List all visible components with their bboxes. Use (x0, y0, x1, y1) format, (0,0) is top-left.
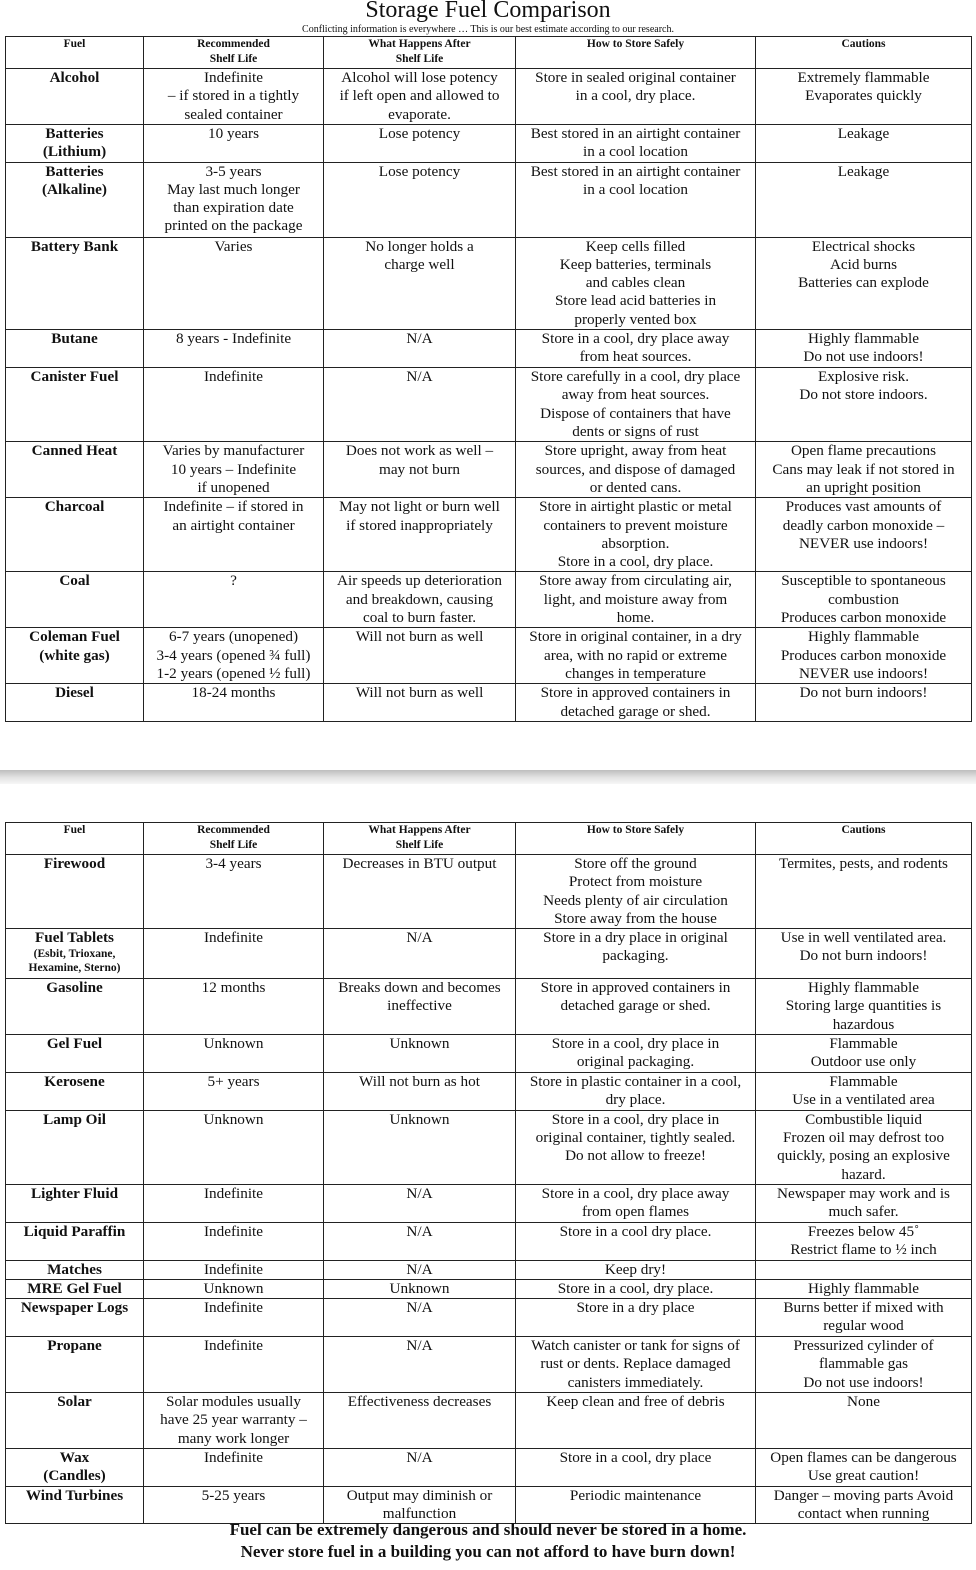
after-shelf-life-cell: Will not burn as hot (324, 1072, 516, 1110)
after-shelf-life-cell: Will not burn as well (324, 628, 516, 684)
cautions-cell: Danger – moving parts Avoid contact when running (756, 1486, 972, 1524)
storage-instructions-cell: Store in a dry place in original packaging. (516, 929, 756, 979)
storage-instructions-cell: Best stored in an airtight container in a cool location (516, 125, 756, 163)
after-shelf-life-cell: N/A (324, 1184, 516, 1222)
cautions-cell: Flammable Outdoor use only (756, 1035, 972, 1073)
after-shelf-life-cell: Alcohol will lose potency if left open and allowed to evaporate. (324, 69, 516, 125)
after-shelf-life-cell: N/A (324, 330, 516, 368)
cautions-cell: Leakage (756, 162, 972, 237)
storage-instructions-cell: Store in a cool, dry place away from open flames (516, 1184, 756, 1222)
table-row (6, 162, 972, 237)
table-row (6, 1110, 972, 1184)
storage-instructions-cell: Store in sealed original container in a cool, dry place. (516, 69, 756, 125)
fuel-name-cell: Matches (6, 1260, 144, 1279)
page-divider (0, 770, 976, 784)
cautions-cell: Highly flammable Do not use indoors! (756, 330, 972, 368)
after-shelf-life-cell: N/A (324, 929, 516, 979)
cautions-cell: Open flames can be dangerous Use great caution! (756, 1449, 972, 1487)
cautions-cell: Highly flammable Produces carbon monoxide NEVER use indoors! (756, 628, 972, 684)
shelf-life-cell: 12 months (144, 979, 324, 1035)
cautions-cell: Pressurized cylinder of flammable gas Do not use indoors! (756, 1337, 972, 1393)
table-header-row (6, 823, 972, 855)
column-header-shelf-life: Recommended Shelf Life (144, 823, 324, 855)
after-shelf-life-cell: Lose potency (324, 162, 516, 237)
shelf-life-cell: Indefinite (144, 368, 324, 442)
cautions-cell: Burns better if mixed with regular wood (756, 1299, 972, 1337)
table-row (6, 1299, 972, 1337)
cautions-cell: Produces vast amounts of deadly carbon monoxide – NEVER use indoors! (756, 498, 972, 572)
page-subtitle: Conflicting information is everywhere … This is our best estimate according to our research. (302, 24, 674, 35)
shelf-life-cell: Indefinite (144, 1337, 324, 1393)
fuel-name-cell: Batteries (Lithium) (6, 125, 144, 163)
cautions-cell: Electrical shocks Acid burns Batteries can explode (756, 237, 972, 329)
fuel-name-cell: Newspaper Logs (6, 1299, 144, 1337)
fuel-table-page-1 (5, 36, 972, 722)
after-shelf-life-cell: Effectiveness decreases (324, 1393, 516, 1449)
storage-instructions-cell: Keep clean and free of debris (516, 1393, 756, 1449)
shelf-life-cell: 5-25 years (144, 1486, 324, 1524)
storage-instructions-cell: Keep dry! (516, 1260, 756, 1279)
after-shelf-life-cell: Output may diminish or malfunction (324, 1486, 516, 1524)
fuel-name-cell: Alcohol (6, 69, 144, 125)
cautions-cell: Newspaper may work and is much safer. (756, 1184, 972, 1222)
storage-instructions-cell: Best stored in an airtight container in a cool location (516, 162, 756, 237)
table-body (6, 855, 972, 1524)
table-row (6, 1279, 972, 1298)
fuel-name-cell: Battery Bank (6, 237, 144, 329)
shelf-life-cell: Varies by manufacturer 10 years – Indefinite if unopened (144, 442, 324, 498)
cautions-cell: Highly flammable (756, 1279, 972, 1298)
storage-instructions-cell: Store in a cool, dry place in original packaging. (516, 1035, 756, 1073)
storage-instructions-cell: Store in airtight plastic or metal containers to prevent moisture absorption. Store in a cool, dry place. (516, 498, 756, 572)
after-shelf-life-cell: Breaks down and becomes ineffective (324, 979, 516, 1035)
after-shelf-life-cell: N/A (324, 368, 516, 442)
column-header-cautions: Cautions (756, 823, 972, 855)
fuel-name-cell: Gel Fuel (6, 1035, 144, 1073)
shelf-life-cell: Indefinite (144, 1260, 324, 1279)
shelf-life-cell: Solar modules usually have 25 year warranty – many work longer (144, 1393, 324, 1449)
cautions-cell: Flammable Use in a ventilated area (756, 1072, 972, 1110)
storage-instructions-cell: Store off the ground Protect from moisture Needs plenty of air circulation Store away from the house (516, 855, 756, 929)
fuel-name: Fuel Tablets (35, 929, 114, 947)
after-shelf-life-cell: Air speeds up deterioration and breakdown, causing coal to burn faster. (324, 572, 516, 628)
fuel-table-page-2 (5, 822, 972, 1524)
fuel-name-cell: Solar (6, 1393, 144, 1449)
table-row (6, 979, 972, 1035)
column-header-fuel: Fuel (6, 37, 144, 69)
table-row (6, 442, 972, 498)
cautions-cell: Open flame precautions Cans may leak if not stored in an upright position (756, 442, 972, 498)
after-shelf-life-cell: N/A (324, 1299, 516, 1337)
cautions-cell: Highly flammable Storing large quantities is hazardous (756, 979, 972, 1035)
table-row (6, 1184, 972, 1222)
storage-instructions-cell: Store in a cool, dry place in original container, tightly sealed. Do not allow to freeze! (516, 1110, 756, 1184)
after-shelf-life-cell: N/A (324, 1337, 516, 1393)
fuel-name-cell: Wind Turbines (6, 1486, 144, 1524)
after-shelf-life-cell: Decreases in BTU output (324, 855, 516, 929)
fuel-name-cell: MRE Gel Fuel (6, 1279, 144, 1298)
table-row (6, 330, 972, 368)
fuel-name-cell: Coleman Fuel (white gas) (6, 628, 144, 684)
column-header-how-to-store: How to Store Safely (516, 823, 756, 855)
storage-instructions-cell: Store in a cool dry place. (516, 1222, 756, 1260)
cautions-cell: Termites, pests, and rodents (756, 855, 972, 929)
cautions-cell: Leakage (756, 125, 972, 163)
cautions-cell (756, 1260, 972, 1279)
fuel-name-cell: Canned Heat (6, 442, 144, 498)
table-row (6, 684, 972, 722)
shelf-life-cell: 3-5 years May last much longer than expiration date printed on the package (144, 162, 324, 237)
shelf-life-cell: 6-7 years (unopened) 3-4 years (opened ¾ full) 1-2 years (opened ½ full) (144, 628, 324, 684)
storage-instructions-cell: Periodic maintenance (516, 1486, 756, 1524)
table-row (6, 1035, 972, 1073)
cautions-cell: Extremely flammable Evaporates quickly (756, 69, 972, 125)
storage-instructions-cell: Store in a cool, dry place away from heat sources. (516, 330, 756, 368)
table-row (6, 125, 972, 163)
fuel-name-cell: Propane (6, 1337, 144, 1393)
storage-instructions-cell: Store upright, away from heat sources, and dispose of damaged or dented cans. (516, 442, 756, 498)
cautions-cell: Susceptible to spontaneous combustion Produces carbon monoxide (756, 572, 972, 628)
shelf-life-cell: 10 years (144, 125, 324, 163)
column-header-how-to-store: How to Store Safely (516, 37, 756, 69)
storage-instructions-cell: Store in a dry place (516, 1299, 756, 1337)
table-row (6, 1449, 972, 1487)
fuel-name-cell: Diesel (6, 684, 144, 722)
cautions-cell: Combustible liquid Frozen oil may defrost too quickly, posing an explosive hazard. (756, 1110, 972, 1184)
after-shelf-life-cell: N/A (324, 1260, 516, 1279)
table-header-row (6, 37, 972, 69)
table-row (6, 1260, 972, 1279)
after-shelf-life-cell: Unknown (324, 1279, 516, 1298)
fuel-name-note: (Esbit, Trioxane, Hexamine, Sterno) (28, 948, 121, 975)
after-shelf-life-cell: N/A (324, 1222, 516, 1260)
storage-instructions-cell: Store in approved containers in detached garage or shed. (516, 684, 756, 722)
shelf-life-cell: Indefinite (144, 929, 324, 979)
fuel-name-cell: Batteries (Alkaline) (6, 162, 144, 237)
column-header-cautions: Cautions (756, 37, 972, 69)
table-row (6, 855, 972, 929)
column-header-shelf-life: Recommended Shelf Life (144, 37, 324, 69)
storage-instructions-cell: Store in plastic container in a cool, dry place. (516, 1072, 756, 1110)
fuel-name-cell: Butane (6, 330, 144, 368)
after-shelf-life-cell: Does not work as well – may not burn (324, 442, 516, 498)
footer-warning-line-2: Never store fuel in a building you can not afford to have burn down! (240, 1542, 736, 1561)
shelf-life-cell: Unknown (144, 1035, 324, 1073)
table-row (6, 1393, 972, 1449)
shelf-life-cell: 5+ years (144, 1072, 324, 1110)
storage-instructions-cell: Store in a cool, dry place. (516, 1279, 756, 1298)
shelf-life-cell: 18-24 months (144, 684, 324, 722)
fuel-name-cell: Lighter Fluid (6, 1184, 144, 1222)
column-header-after-shelf-life: What Happens After Shelf Life (324, 37, 516, 69)
cautions-cell: Use in well ventilated area. Do not burn indoors! (756, 929, 972, 979)
after-shelf-life-cell: Lose potency (324, 125, 516, 163)
fuel-name-cell: Liquid Paraffin (6, 1222, 144, 1260)
after-shelf-life-cell: Will not burn as well (324, 684, 516, 722)
shelf-life-cell: Indefinite (144, 1184, 324, 1222)
table-row (6, 628, 972, 684)
cautions-cell: Explosive risk. Do not store indoors. (756, 368, 972, 442)
shelf-life-cell: Indefinite (144, 1299, 324, 1337)
shelf-life-cell: Varies (144, 237, 324, 329)
shelf-life-cell: ? (144, 572, 324, 628)
storage-instructions-cell: Store in a cool, dry place (516, 1449, 756, 1487)
shelf-life-cell: Unknown (144, 1279, 324, 1298)
after-shelf-life-cell: Unknown (324, 1110, 516, 1184)
cautions-cell: Freezes below 45˚ Restrict flame to ½ inch (756, 1222, 972, 1260)
shelf-life-cell: Indefinite (144, 1222, 324, 1260)
fuel-name-cell (6, 929, 144, 979)
fuel-name-cell: Kerosene (6, 1072, 144, 1110)
table-row (6, 237, 972, 329)
shelf-life-cell: Indefinite (144, 1449, 324, 1487)
fuel-name-cell: Charcoal (6, 498, 144, 572)
shelf-life-cell: Indefinite – if stored in a tightly sealed container (144, 69, 324, 125)
table-row (6, 498, 972, 572)
fuel-name-cell: Lamp Oil (6, 1110, 144, 1184)
fuel-name-cell: Firewood (6, 855, 144, 929)
fuel-name-cell: Wax (Candles) (6, 1449, 144, 1487)
after-shelf-life-cell: May not light or burn well if stored inappropriately (324, 498, 516, 572)
shelf-life-cell: 3-4 years (144, 855, 324, 929)
table-row (6, 69, 972, 125)
table-row (6, 1337, 972, 1393)
cautions-cell: Do not burn indoors! (756, 684, 972, 722)
storage-instructions-cell: Store in approved containers in detached garage or shed. (516, 979, 756, 1035)
table-row (6, 368, 972, 442)
table-body (6, 69, 972, 722)
column-header-after-shelf-life: What Happens After Shelf Life (324, 823, 516, 855)
after-shelf-life-cell: No longer holds a charge well (324, 237, 516, 329)
storage-instructions-cell: Store carefully in a cool, dry place away from heat sources. Dispose of containers that have dents or signs of rust (516, 368, 756, 442)
shelf-life-cell: Unknown (144, 1110, 324, 1184)
table-row (6, 929, 972, 979)
storage-instructions-cell: Store in original container, in a dry area, with no rapid or extreme changes in temperature (516, 628, 756, 684)
storage-instructions-cell: Watch canister or tank for signs of rust or dents. Replace damaged canisters immediately. (516, 1337, 756, 1393)
table-row (6, 1222, 972, 1260)
storage-instructions-cell: Keep cells filled Keep batteries, terminals and cables clean Store lead acid batteries in properly vented box (516, 237, 756, 329)
storage-instructions-cell: Store away from circulating air, light, and moisture away from home. (516, 572, 756, 628)
footer-warning-line-1: Fuel can be extremely dangerous and should never be stored in a home. (229, 1520, 747, 1539)
shelf-life-cell: Indefinite – if stored in an airtight container (144, 498, 324, 572)
fuel-name-cell: Coal (6, 572, 144, 628)
fuel-name-cell: Gasoline (6, 979, 144, 1035)
table-row (6, 572, 972, 628)
column-header-fuel: Fuel (6, 823, 144, 855)
fuel-name-cell: Canister Fuel (6, 368, 144, 442)
footer-warning (0, 1519, 976, 1563)
shelf-life-cell: 8 years - Indefinite (144, 330, 324, 368)
after-shelf-life-cell: N/A (324, 1449, 516, 1487)
table-row (6, 1072, 972, 1110)
after-shelf-life-cell: Unknown (324, 1035, 516, 1073)
cautions-cell: None (756, 1393, 972, 1449)
page-title: Storage Fuel Comparison (365, 0, 611, 23)
